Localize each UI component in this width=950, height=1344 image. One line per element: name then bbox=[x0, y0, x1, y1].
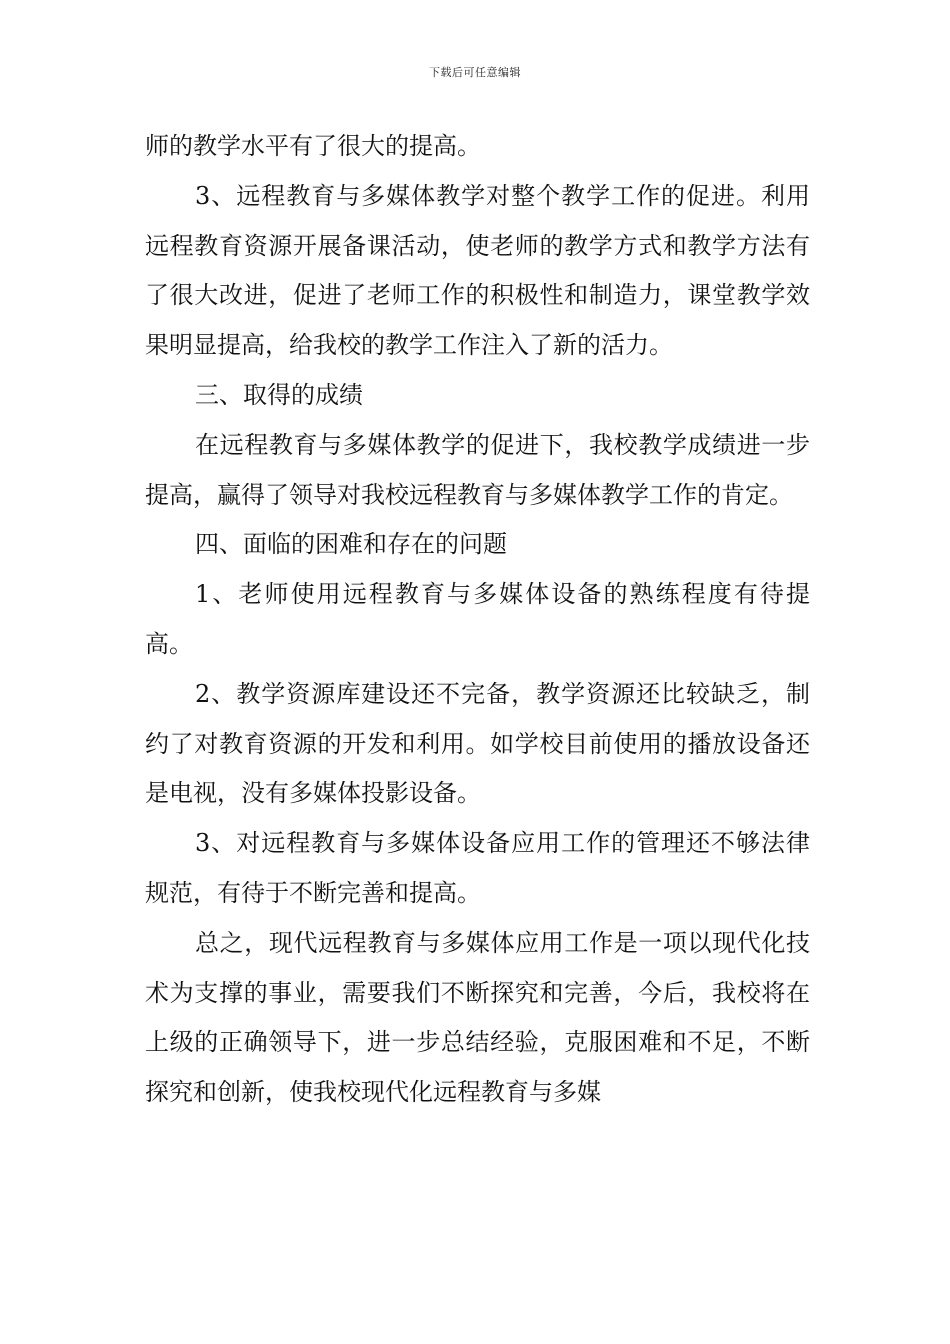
paragraph-achievements: 在远程教育与多媒体教学的促进下，我校教学成绩进一步提高，赢得了领导对我校远程教育与多媒体教学工作的肯定。 bbox=[145, 430, 810, 509]
paragraph-conclusion: 总之，现代远程教育与多媒体应用工作是一项以现代化技术为支撑的事业，需要我们不断探究和完善，今后，我校将在上级的正确领导下，进一步总结经验，克服困难和不足，不断探究和创新，使我校现代化远程教育与多媒 bbox=[145, 928, 810, 1107]
paragraph-item-3-promotion: 3、远程教育与多媒体教学对整个教学工作的促进。利用远程教育资源开展备课活动，使老师的教学方式和教学方法有了很大改进，促进了老师工作的积极性和制造力，课堂教学效果明显提高，给我校的教学工作注入了新的活力。 bbox=[145, 181, 810, 360]
paragraph-difficulty-3: 3、对远程教育与多媒体设备应用工作的管理还不够法律规范，有待于不断完善和提高。 bbox=[145, 829, 810, 907]
page-header-note: 下载后可任意编辑 bbox=[429, 66, 521, 79]
section-heading-achievements: 三、取得的成绩 bbox=[195, 380, 363, 409]
paragraph-continuation: 师的教学水平有了很大的提高。 bbox=[145, 132, 481, 160]
paragraph-difficulty-1: 1、老师使用远程教育与多媒体设备的熟练程度有待提高。 bbox=[145, 580, 810, 658]
paragraph-difficulty-2: 2、教学资源库建设还不完备，教学资源还比较缺乏，制约了对教育资源的开发和利用。如学校目前使用的播放设备还是电视，没有多媒体投影设备。 bbox=[145, 679, 810, 808]
document-body bbox=[145, 122, 810, 1118]
section-heading-difficulties: 四、面临的困难和存在的问题 bbox=[195, 530, 507, 559]
